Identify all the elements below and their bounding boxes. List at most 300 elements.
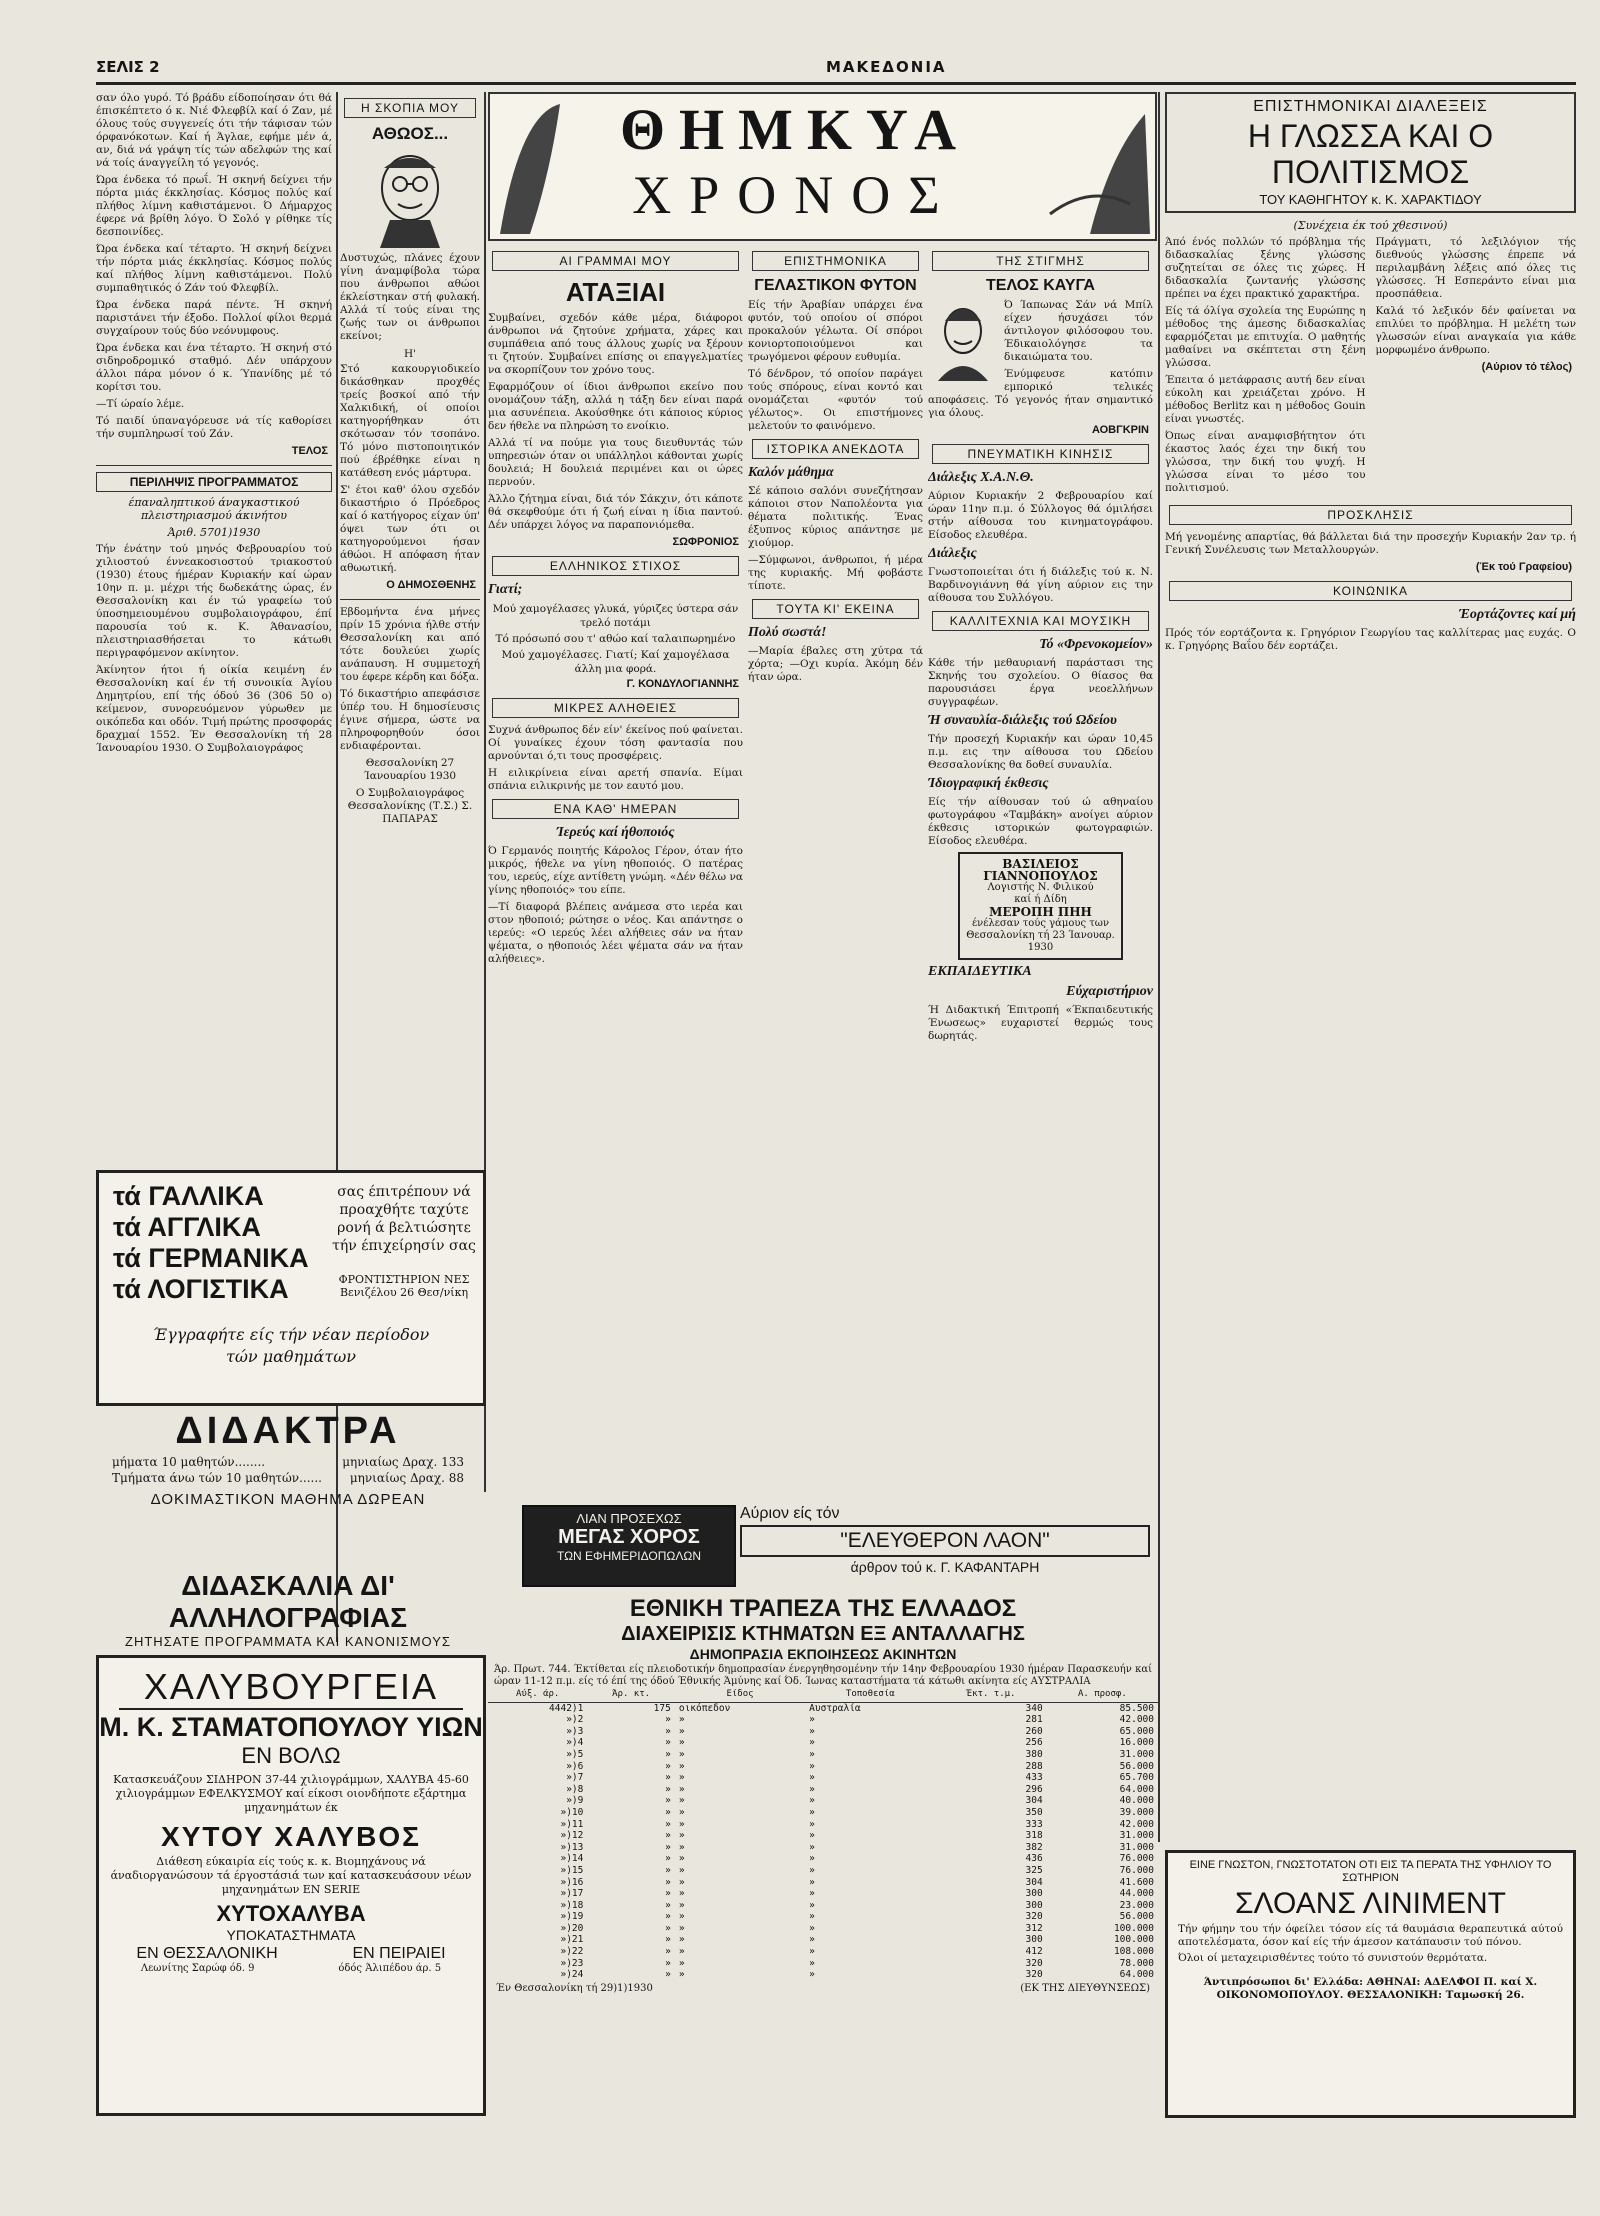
ad-representatives: Άντιπρόσωποι δι' Ελλάδα: ΑΘΗΝΑΙ: ΑΔΕΛΦΟΙ Π. καί Χ. ΟΙΚΟΝΟΜΟΠΟΥΛΟΥ. ΘΕΣΣΑΛΟΝΙΚΗ: Ταμωσκή 26. <box>1203 1975 1538 2001</box>
column-5 <box>928 245 1153 1495</box>
table-cell: » <box>678 1795 685 1807</box>
table-cell: » <box>809 1911 815 1923</box>
column-3 <box>488 245 743 1495</box>
page-header <box>96 56 1576 85</box>
table-cell: 288 <box>1025 1760 1043 1772</box>
notice-intro: Άρ. Πρωτ. 744. Έκτίθεται είς πλειοδοτικήν δημοπρασίαν ένεργηθησομένην τήν 14ην Φεβρουαρίου 1930 ήμέραν Παρασκευήν καί ώραν 11-12 π.μ. είς τό έπί της όδού Έθνικής Άμύνης καί Όδ. Ίωνας καταστήματα τά κάτωθι ακίνητα είς ΑΥΣΤΡΑΛΙΑ <box>494 1664 1152 1687</box>
table-cell: 65.000 <box>1119 1725 1154 1737</box>
article-signature: ΑΟΒΓΚΡΙΝ <box>1091 424 1149 436</box>
ad-registration: Έγγραφήτε είς τήν νέαν περίοδον <box>152 1325 430 1344</box>
table-cell: 175 <box>653 1702 671 1714</box>
table-row <box>488 1749 1158 1761</box>
branch-city: ΕΝ ΘΕΣΣΑΛΟΝΙΚΗ <box>136 1945 278 1962</box>
table-cell: » <box>809 1818 815 1830</box>
column-header: Αύξ. άρ. <box>488 1688 587 1702</box>
table-cell: 304 <box>1025 1795 1043 1807</box>
article-title: Ή συναυλία-διάλεξις τού Ωδείου <box>928 713 1117 728</box>
article-text: Σ' έτοι καθ' όλου σχεδόν δικαστήριο ό Πρόεδρος καί ό κατήγορος είχαν ύπ' όψει των ότι οι κατηγορούμενοι ήσαν άθώοι. Η απόφαση ήταν αθωωτική. <box>340 484 480 574</box>
table-cell: »)16 <box>560 1876 584 1888</box>
table-row <box>488 1877 1158 1889</box>
table-cell: »)15 <box>560 1864 584 1876</box>
table-cell: » <box>809 1934 815 1946</box>
branch-address: όδός Άλιπέδου άρ. 5 <box>338 1963 442 1974</box>
article-title: ΤΕΛΟΣ ΚΑΥΓΑ <box>986 277 1095 294</box>
column-1 <box>96 92 332 1162</box>
ad-text: Κατασκευάζουν ΣΙΔΗΡΟΝ 37-44 χιλιογράμμων, ΧΑΛΥΒΑ 45-60 χιλιογράμμων ΕΦΕΛΚΥΣΜΟΥ καί είκοσι οιονδήποτε εξάρτημα μηχανημάτων έκ <box>113 1773 469 1814</box>
article-signature: ΣΩΦΡΟΝΙΟΣ <box>672 536 739 548</box>
table-cell: 304 <box>1025 1876 1043 1888</box>
section-marker: Η' <box>403 348 417 360</box>
branch-city: ΕΝ ΠΕΙΡΑΙΕΙ <box>352 1945 446 1962</box>
notice-footer <box>488 1981 1158 1996</box>
table-cell: 436 <box>1025 1853 1043 1865</box>
table-cell: 380 <box>1025 1748 1043 1760</box>
section-heading: ΜΙΚΡΕΣ ΑΛΗΘΕΙΕΣ <box>492 698 739 718</box>
table-cell: » <box>809 1795 815 1807</box>
article-text: —Μαρία έβαλες στη χύτρα τά χόρτα; —Οχι κυρία. Άκόμη δέν ήταν ώρα. <box>748 645 923 683</box>
table-row <box>488 1888 1158 1900</box>
poem-line: Τό πρόσωπό σου τ' αθώο καί ταλαιπωρημένο <box>495 633 736 645</box>
free-lesson-note: ΔΟΚΙΜΑΣΤΙΚΟΝ ΜΑΘΗΜΑ ΔΩΡΕΑΝ <box>150 1491 426 1508</box>
caricature-illustration <box>370 148 450 248</box>
table-row <box>488 1865 1158 1877</box>
ad-title: ΔΙΔΑΚΤΡΑ <box>175 1410 401 1452</box>
table-cell: » <box>809 1783 815 1795</box>
lecture-body <box>1165 236 1576 499</box>
article-text: Ό Ίαπωνας Σάν νά Μπίλ είχεν ήσυχάσει τόν άντιλογον φιλόσοφου του. Έδικαιολόγησε τα δικαιώματα του. <box>1004 299 1153 363</box>
article-text: Συμβαίνει, σχεδόν κάθε μέρα, διάφοροι άνθρωποι νά ζητούνε χρήματα, χάρες και συμπάθεια από τους άλλους χωρίς να ξέρουν τι ζητούν. Συμβαίνει επίσης οι επαγγελματίες να σκορπίζουν τον χρόνο τους. <box>488 312 743 376</box>
ad-product: ΧΥΤΟΧΑΛΥΒΑ <box>216 1901 366 1926</box>
article-text: Ώρα ένδεκα τό πρωΐ. Ή σκηνή δείχνει τήν πόρτα μιάς έκκλησίας. Κόσμος πολύς καί πλήθος λίμνη καθιστάμενοι. Ό Δήμαρχος έφερε νά βρίθη λόγο. Ό Σολό γ ρίθηκε τίς δεσποινίδες. <box>96 174 332 238</box>
table-cell: »)11 <box>560 1818 584 1830</box>
table-cell: »)6 <box>566 1760 584 1772</box>
notice-subtitle: έπαναληπτικού άναγκαστικού πλειστηριασμού άκινήτου <box>128 496 300 522</box>
article-text: Τό παιδί ύπαναγόρευσε νά τίς καθορίσει τήν συμπληρωσί τού Ζάν. <box>96 415 332 440</box>
table-cell: »)9 <box>566 1795 584 1807</box>
ad-address: ΦΡΟΝΤΙΣΤΗΡΙΟΝ ΝΕΣ Βενιζέλου 26 Θεσ/νίκη <box>338 1273 470 1299</box>
table-cell: » <box>665 1946 671 1958</box>
language-item: τά ΓΕΡΜΑΝΙΚΑ <box>113 1243 309 1273</box>
ad-slogan: σας έπιτρέπουν νά προαχθήτε ταχύτε ρονή ά βελτιώσητε τήν έπιχείρησίν σας <box>332 1184 476 1254</box>
article-text: Στό κακουργιοδικείο δικάσθηκαν προχθές τρείς βοσκοί από τήν Χαλκιδική, οί οποίοι κατηγορήθηκαν ότι σκότωσαν τόν τσοπάνο. Τό μόνο πιστοποιητικόν πού έβρέθηκε είναι η κατάθεση ενός μάρτυρα. <box>340 363 480 479</box>
poem-line: Μού χαμογέλασες. Γιατί; Καί χαμογέλασα άλλη μια φορά. <box>501 649 730 675</box>
fee-value: μηνιαίως Δραχ. 88 <box>349 1471 464 1485</box>
banner-title-bottom: ΧΡΟΝΟΣ <box>632 165 958 225</box>
tuition-ad <box>96 1410 480 1560</box>
table-cell: 76.000 <box>1119 1853 1154 1865</box>
continuation-note: (Συνέχεια έκ τού χθεσινού) <box>1293 219 1448 232</box>
table-cell: 318 <box>1025 1830 1043 1842</box>
table-cell: 76.000 <box>1119 1864 1154 1876</box>
table-cell: 281 <box>1025 1714 1043 1726</box>
table-cell: » <box>809 1841 815 1853</box>
section-heading: ΑΙ ΓΡΑΜΜΑΙ ΜΟΥ <box>492 251 739 271</box>
table-row <box>488 1830 1158 1842</box>
section-heading: ΤΗΣ ΣΤΙΓΜΗΣ <box>932 251 1149 271</box>
table-cell: » <box>678 1760 685 1772</box>
table-cell: » <box>809 1922 815 1934</box>
table-cell: » <box>809 1876 815 1888</box>
table-cell: »)2 <box>566 1714 584 1726</box>
section-heading: ΕΝΑ ΚΑΘ' ΗΜΕΡΑΝ <box>492 799 739 819</box>
table-cell: » <box>665 1748 671 1760</box>
table-cell: 312 <box>1025 1922 1043 1934</box>
article-text: Είς τήν Άραβίαν υπάρχει ένα φυτόν, τού οποίου οί σπόροι προκαλούν γέλωτα. Οί σπόροι κονιορτοποιούμενοι και τρωγόμενοι φέρουν ευθυμία. <box>748 299 923 363</box>
section-heading: ΕΚΠΑΙΔΕΥΤΙΚΑ <box>928 964 1032 979</box>
article-title: ΑΘΩΟΣ... <box>371 124 449 143</box>
poem-line: Μού χαμογέλασες γλυκά, γύριζες ύστερα σάν τρελό ποτάμι <box>492 603 739 629</box>
notice-title: ΕΘΝΙΚΗ ΤΡΑΠΕΖΑ ΤΗΣ ΕΛΛΑΔΟΣ <box>629 1595 1017 1622</box>
table-cell: » <box>809 1957 815 1969</box>
table-cell: 56.000 <box>1119 1911 1154 1923</box>
article-text: Ώρα ένδεκα καί τέταρτο. Ή σκηνή δείχνει τήν πόρτα μιάς έκκλησίας. Κόσμος πολύς καί πλήθος λίμνη καθιστάμενοι. Πολύ συμπαθητικός ό Ζάν τού Φλεφβίλ. <box>96 243 332 294</box>
article-text: Είς τήν αίθουσαν τού ώ αθηναίου φωτογράφου «Ταμβάκη» ανοίγει αύριον έκθεσις ιστορικών φωτογραφιών. Είσοδος ελευθέρα. <box>928 796 1153 847</box>
ad-subtitle: ΖΗΤΗΣΑΤΕ ΠΡΟΓΡΑΜΜΑΤΑ ΚΑΙ ΚΑΝΟΝΙΣΜΟΥΣ <box>125 1634 451 1649</box>
article-text: Άκίνητον ήτοι ή οίκία κειμένη έν Θεσσαλονίκη καί έν τή συνοικία Άγίου Δημητρίου, επί τής όδού 36 (306 50 ο) κείμενον, συνορευόμενον γύρωθεν με οικόπεδα και οδόν. Τιμή πρώτης προσφοράς δραχμαί 1552. Έν Θεσσαλονίκη τή 28 Ίανουαρίου 1930. Ο Συμβολαιογράφος <box>96 664 332 754</box>
table-row <box>488 1819 1158 1831</box>
branch-addresses <box>99 1963 483 1974</box>
lecture-column-right <box>1376 236 1577 499</box>
article-text: Εβδομήντα ένα μήνες πρίν 15 χρόνια ήλθε στήν Θεσσαλονίκη και από τότε δουλεύει χωρίς ανάπαυση. Η συμμετοχή του έφερε κέρδη και δόξα. <box>340 606 480 683</box>
table-cell: » <box>809 1864 815 1876</box>
table-row <box>488 1969 1158 1981</box>
table-row <box>488 1958 1158 1970</box>
article-text: Έπειτα ό μετάφρασις αυτή δεν είναι εύκολη και χρειάζεται χρόνο. Η μέθοδος Berlitz και η μέθοδος Gouin είναι γνωστές. <box>1165 374 1366 425</box>
article-text: —Τί ώραίο λέμε. <box>96 398 185 410</box>
table-body <box>488 1702 1158 1981</box>
table-row <box>488 1911 1158 1923</box>
table-cell: » <box>809 1853 815 1865</box>
article-text: σαν όλο γυρό. Τό βράδυ είδοποίησαν ότι θά έπισκέπτετο ό κ. Νιέ Φλεφβίλ καί ό Ζαν, μέ όλους τούς συγγενείς ότι τήν τάφισαν τών όρφανόκοτων. Καί ή Άγλαε, εφήμε μέν ά, αν, διά νά γράψη τίς τών αδελφών της καί νά τοίς άναγγείλη τό γεγονός. <box>96 92 332 169</box>
table-cell: » <box>678 1899 685 1911</box>
divider <box>340 599 480 600</box>
table-cell: 300 <box>1025 1899 1043 1911</box>
ad-text: Τήν φήμην του τήν όφείλει τόσον είς τά θαυμάσια θεραπευτικά αύτού αποτελέσματα, όσον καί είς τήν άμεσον κατάπαυσιν τού πόνου. <box>1178 1923 1563 1948</box>
column-header: Α. προσφ. <box>1047 1688 1158 1702</box>
article-title: Τό «Φρενοκομείον» <box>1039 637 1153 652</box>
lecture-title: Η ΓΛΩΣΣΑ ΚΑΙ Ο ΠΟΛΙΤΙΣΜΟΣ <box>1247 118 1494 190</box>
article-text: Κάθε τήν μεθαυριανή παράστασι της Σκηνής του σχολείου. Ο θίασος θα παρουσιάσει έργα νεοελλήνων συγγραφέων. <box>928 657 1153 708</box>
table-cell: 260 <box>1025 1725 1043 1737</box>
notice-subtitle: ΔΙΑΧΕΙΡΙΣΙΣ ΚΤΗΜΑΤΩΝ ΕΞ ΑΝΤΑΛΛΑΓΗΣ <box>621 1623 1025 1645</box>
ad-company: Μ. Κ. ΣΤΑΜΑΤΟΠΟΥΛΟΥ ΥΙΩΝ <box>99 1712 483 1742</box>
article-text: Ένύμφευσε κατόπιν εμπορικό τελικές αποφάσεις. Τό γεγονός ήταν σημαντικό για όλους. <box>928 368 1153 419</box>
article-text: Αύριον Κυριακήν 2 Φεβρουαρίου καί ώραν 11ην π.μ. ό Σύλλογος θά όμιλήσει στήν αίθουσα του κινηματογράφου. Είσοδος ελευθέρα. <box>928 490 1153 541</box>
table-cell: »)8 <box>566 1783 584 1795</box>
article-text: Ό Γερμανός ποιητής Κάρολος Γέρον, όταν ήτο μικρός, ήθελε να γίνη ηθοποιός. Ο πατέρας του, ιερεύς, είχε αντίθετη γνώμη. «Δέν θέλω να γίνης ηθοποιός» του είπε. <box>488 845 743 896</box>
table-cell: » <box>809 1969 815 1981</box>
property-table <box>488 1688 1158 1981</box>
notice-name: ΜΕΡΟΠΗ ΠΗΗ <box>989 905 1092 919</box>
fee-row <box>96 1471 480 1485</box>
table-cell: » <box>809 1748 815 1760</box>
notice-date: Θεσσαλονίκη 27 Ίανουαρίου 1930 <box>363 757 457 782</box>
article-title: Διάλεξις <box>928 546 977 561</box>
article-text: Δυστυχώς, πλάνες έχουν γίνη άναμφίβολα τώρα που άνθρωποι αθώοι έκλείστηκαν στή φυλακή. Αλλά τί τούς είναι της ζωής των οι άνθρωποι εκείνοι; <box>340 252 480 342</box>
table-cell: » <box>678 1841 685 1853</box>
poem-title: Γιατί; <box>488 582 523 597</box>
article-text: Σέ κάποιο σαλόνι συνεζήτησαν κάποιοι στον Ναπολέοντα για θέματα πολιτικής. Ένας έξυπνος κύριος απάντησε με χιούμορ. <box>748 485 923 549</box>
table-cell: 412 <box>1025 1946 1043 1958</box>
table-cell: »)18 <box>560 1899 584 1911</box>
ad-text: Όλοι οί μεταχειρισθέντες τούτο τό συνιστούν θερμότατα. <box>1178 1952 1488 1964</box>
table-row <box>488 1795 1158 1807</box>
notice-date: Θεσσαλονίκη τή 23 Ίανουαρ. 1930 <box>966 930 1115 953</box>
section-heading: ΚΟΙΝΩΝΙΚΑ <box>1169 581 1572 601</box>
table-cell: »)4 <box>566 1737 584 1749</box>
table-cell: » <box>665 1922 671 1934</box>
newspaper-ad <box>740 1505 1150 1583</box>
table-cell: » <box>678 1969 685 1981</box>
article-title: Διάλεξις Χ.Α.Ν.Θ. <box>928 470 1034 485</box>
table-cell: » <box>665 1853 671 1865</box>
article-title: Καλόν μάθημα <box>748 465 834 480</box>
language-item: τά ΛΟΓΙΣΤΙΚΑ <box>113 1274 289 1304</box>
table-cell: » <box>665 1899 671 1911</box>
table-row <box>488 1923 1158 1935</box>
section-heading: ΕΠΙΣΤΗΜΟΝΙΚΑ <box>752 251 919 271</box>
steelworks-ad <box>96 1655 486 2116</box>
ad-product: ΧΥΤΟΥ ΧΑΛΥΒΟΣ <box>161 1821 421 1852</box>
notice-heading: ΔΗΜΟΠΡΑΣΙΑ ΕΚΠΟΙΗΣΕΩΣ ΑΚΙΝΗΤΩΝ <box>689 1646 957 1662</box>
language-list <box>113 1181 309 1305</box>
fee-label: Τμήματα άνω τών 10 μαθητών...... <box>112 1471 322 1485</box>
table-cell: »)23 <box>560 1957 584 1969</box>
language-item: τά ΓΑΛΛΙΚΑ <box>113 1181 264 1211</box>
chronos-banner <box>488 92 1157 241</box>
table-cell: » <box>665 1760 671 1772</box>
ad-title: "ΕΛΕΥΘΕΡΟΝ ΛΑΟΝ" <box>740 1525 1150 1557</box>
table-cell: 39.000 <box>1119 1806 1154 1818</box>
table-cell: » <box>678 1806 685 1818</box>
table-row <box>488 1842 1158 1854</box>
notice-line: Λογιστής Ν. Φιλικού <box>987 882 1094 893</box>
table-cell: »)10 <box>560 1806 584 1818</box>
table-cell: »)13 <box>560 1841 584 1853</box>
article-text: Αλλά τί να πούμε για τους διευθυντάς τών υπηρεσιών όταν οι υπάλληλοι κάθονται χωρίς δουλειά; Η δουλειά περιμένει και οι ώρες περνούν. <box>488 437 743 488</box>
notice-name: ΒΑΣΙΛΕΙΟΣ ΓΙΑΝΝΟΠΟΥΛΟΣ <box>983 857 1098 883</box>
table-cell: 300 <box>1025 1934 1043 1946</box>
lecture-series-title: ΕΠΙΣΤΗΜΟΝΙΚΑΙ ΔΙΑΛΕΞΕΙΣ <box>1253 98 1488 115</box>
table-cell: » <box>678 1783 685 1795</box>
table-cell: » <box>665 1806 671 1818</box>
table-cell: 100.000 <box>1113 1934 1154 1946</box>
article-text: Ώρα ένδεκα και ένα τέταρτο. Ή σκηνή στό σιδηροδρομικό σταθμό. Δέν υπάρχουν άλλοι πάρα μόνον ό κ. Ύπανίδης μέ τό κορίτσι του. <box>96 342 332 393</box>
article-text: Τό δικαστήριο απεφάσισε ύπέρ του. Η δημοσίευσις έγινε σήμερα, ώστε να πληροφορηθούν όσοι ενδιαφέρονται. <box>340 688 480 752</box>
fee-value: μηνιαίως Δραχ. 133 <box>342 1455 464 1469</box>
table-cell: » <box>665 1876 671 1888</box>
table-cell: » <box>809 1899 815 1911</box>
table-cell: »)19 <box>560 1911 584 1923</box>
table-cell: 300 <box>1025 1888 1043 1900</box>
table-cell: » <box>678 1934 685 1946</box>
article-signature: Ο ΔΗΜΟΣΘΕΝΗΣ <box>386 579 476 591</box>
table-cell: »)3 <box>566 1725 584 1737</box>
article-text: Άλλο ζήτημα είναι, διά τόν Σάκχιν, ότι κάποτε θά σκεφθούμε ότι ή ζωή είναι η ίδια παντού. Δέν υπάρχει λόγος να παραπονιόμεθα. <box>488 493 743 531</box>
table-cell: » <box>678 1725 685 1737</box>
table-cell: »)22 <box>560 1946 584 1958</box>
table-cell: » <box>665 1911 671 1923</box>
table-cell: » <box>665 1783 671 1795</box>
table-cell: 256 <box>1025 1737 1043 1749</box>
section-heading: Η ΣΚΟΠΙΑ ΜΟΥ <box>344 98 476 118</box>
article-signature: Ο Συμβολαιογράφος Θεσσαλονίκης (Τ.Σ.) Σ. ΠΑΠΑΡΑΣ <box>347 787 473 825</box>
table-cell: » <box>809 1714 815 1726</box>
table-cell: » <box>678 1772 685 1784</box>
table-cell: » <box>678 1748 685 1760</box>
table-cell: 65.700 <box>1119 1772 1154 1784</box>
table-cell: » <box>809 1737 815 1749</box>
table-cell: » <box>809 1760 815 1772</box>
column-2 <box>340 92 480 1162</box>
lecture-header-box <box>1165 92 1576 213</box>
table-cell: » <box>665 1725 671 1737</box>
section-heading: ΠΕΡΙΛΗΨΙΣ ΠΡΟΓΡΑΜΜΑΤΟΣ <box>96 472 332 492</box>
table-cell: »)5 <box>566 1748 584 1760</box>
section-heading: ΠΝΕΥΜΑΤΙΚΗ ΚΙΝΗΣΙΣ <box>932 444 1149 464</box>
table-row <box>488 1737 1158 1749</box>
ad-title: ΜΕΓΑΣ ΧΟΡΟΣ <box>558 1526 700 1548</box>
table-cell: 320 <box>1025 1911 1043 1923</box>
sloans-liniment-ad <box>1165 1850 1576 2118</box>
wedding-notice <box>958 852 1123 960</box>
table-cell: » <box>665 1737 671 1749</box>
table-cell: » <box>678 1737 685 1749</box>
table-cell: 340 <box>1025 1702 1043 1714</box>
language-item: τά ΑΓΓΛΙΚΑ <box>113 1212 261 1242</box>
banner-title-top: ΘΗΜΚΥΑ <box>619 97 971 162</box>
article-title: Πολύ σωστά! <box>748 625 827 640</box>
table-row <box>488 1900 1158 1912</box>
table-cell: 23.000 <box>1119 1899 1154 1911</box>
table-row <box>488 1702 1158 1714</box>
column-divider <box>1158 92 1160 1842</box>
table-cell: » <box>678 1714 685 1726</box>
table-cell: 108.000 <box>1113 1946 1154 1958</box>
article-title: ΑΤΑΞΙΑΙ <box>565 277 666 307</box>
table-cell: » <box>809 1830 815 1842</box>
table-header-row <box>488 1688 1158 1702</box>
ad-kicker: ΕΙΝΕ ΓΝΩΣΤΟΝ, ΓΝΩΣΤΟΤΑΤΟΝ ΟΤΙ ΕΙΣ ΤΑ ΠΕΡΑΤΑ ΤΗΣ ΥΦΗΛΙΟΥ ΤΟ ΣΩΤΗΡΙΟΝ <box>1189 1859 1552 1884</box>
table-cell: » <box>665 1841 671 1853</box>
ad-subtitle: άρθρον τού κ. Γ. ΚΑΦΑΝΤΑΡΗ <box>850 1559 1040 1575</box>
table-row <box>488 1934 1158 1946</box>
table-cell: 382 <box>1025 1841 1043 1853</box>
ad-kicker: Αύριον είς τόν <box>740 1505 840 1522</box>
ad-location: ΕΝ ΒΟΛΩ <box>241 1743 341 1768</box>
table-cell: 100.000 <box>1113 1922 1154 1934</box>
table-cell: 16.000 <box>1119 1737 1154 1749</box>
article-text: Τό δένδρον, τό οποίον παράγει τούς σπόρους, είναι κοντό και ονομάζεται «φυτόν τού γέλωτος». Οι επιστήμονες μελετούν το φαινόμενο. <box>748 368 923 432</box>
section-heading: ΠΡΟΣΚΛΗΣΙΣ <box>1169 505 1572 525</box>
notice-number: Άριθ. 5701)1930 <box>167 526 261 539</box>
table-cell: » <box>678 1876 685 1888</box>
table-cell: 433 <box>1025 1772 1043 1784</box>
table-row <box>488 1772 1158 1784</box>
section-heading: ΚΑΛΛΙΤΕΧΝΙΑ ΚΑΙ ΜΟΥΣΙΚΗ <box>932 611 1149 631</box>
newspaper-name: ΜΑΚΕΔΟΝΙΑ <box>826 58 947 76</box>
table-cell: » <box>665 1772 671 1784</box>
table-cell: 320 <box>1025 1969 1043 1981</box>
table-cell: » <box>665 1795 671 1807</box>
article-title: Έορτάζοντες καί μή <box>1459 607 1576 622</box>
table-cell: » <box>665 1888 671 1900</box>
table-cell: »)20 <box>560 1922 584 1934</box>
table-cell: 85.500 <box>1119 1702 1154 1714</box>
table-row <box>488 1946 1158 1958</box>
continuation-note: (Αύριον τό τέλος) <box>1481 361 1572 373</box>
dance-ad <box>522 1505 736 1587</box>
branch-address: Λεωνίτης Σαρώφ όδ. 9 <box>140 1963 255 1974</box>
notice-line: καί ή Δίδη <box>1014 894 1067 905</box>
table-cell: » <box>809 1806 815 1818</box>
column-6 <box>1165 92 1576 1842</box>
article-text: —Σύμφωνοι, άνθρωποι, ή μέρα της κυριακής. Μή φοβάστε τίποτε. <box>748 554 923 592</box>
table-cell: » <box>678 1946 685 1958</box>
article-text: Εφαρμόζουν οί ίδιοι άνθρωποι εκείνο που ονομάζουν τάξη, αλλά η τάξη δεν είναι παρά μια ασυνέπεια. Ακούσθηκε ότι κάποιος κύριος δεν ήθελε να πληρώση το ενοίκιο. <box>488 381 743 432</box>
fee-label: μήματα 10 μαθητών........ <box>112 1455 266 1469</box>
table-cell: »)17 <box>560 1888 584 1900</box>
article-text: Ώρα ένδεκα παρά πέντε. Ή σκηνή παριστάνει τήν έξοδο. Πολλοί φίλοι θερμά συγχαίρουν τούς δύο νεόνυμφους. <box>96 299 332 337</box>
table-cell: »)24 <box>560 1969 584 1981</box>
article-title: Ίερεύς καί ήθοποιός <box>556 825 675 840</box>
table-cell: 64.000 <box>1119 1783 1154 1795</box>
ad-title: ΣΛΟΑΝΣ ΛΙΝΙΜΕΝΤ <box>1234 1887 1506 1920</box>
article-text: Ή Διδακτική Έπιτροπή «Έκπαιδευτικής Ένωσεως» ευχαριστεί θερμώς τους δωρητάς. <box>928 1004 1153 1042</box>
table-cell: 31.000 <box>1119 1748 1154 1760</box>
ad-registration: τών μαθημάτων <box>226 1347 356 1366</box>
ad-title: ΧΑΛΥΒΟΥΡΓΕΙΑ <box>119 1666 463 1710</box>
table-cell: 42.000 <box>1119 1818 1154 1830</box>
table-row <box>488 1761 1158 1773</box>
table-cell: 333 <box>1025 1818 1043 1830</box>
ad-text: Διάθεση εύκαιρία είς τούς κ. κ. Βιομηχάνους νά άναδιοργανώσουν τά έργοστάσιά των καί κατασκευάσουν νέων μηχανημάτων ΕΝ SERIE <box>110 1855 472 1896</box>
article-text: Μή γενομένης απαρτίας, θά βάλλεται διά την προσεχήν Κυριακήν 2αν τρ. ή Γενική Συνέλευσις των Μεταλλουργών. <box>1165 531 1576 556</box>
table-cell: 64.000 <box>1119 1969 1154 1981</box>
section-heading: ΤΟΥΤΑ ΚΙ' ΕΚΕΙΝΑ <box>752 599 919 619</box>
article-text: Είς τά όλίγα σχολεία της Ευρώπης η μέθοδος της άμεσης διδασκαλίας εφαρμόζεται με επιτυχία. Ο μαθητής μαθαίνει να σκέπτεται στη ξένη γλώσσα. <box>1165 305 1366 369</box>
table-cell: » <box>665 1830 671 1842</box>
table-cell: » <box>665 1934 671 1946</box>
column-header: Είδος <box>675 1688 805 1702</box>
article-title: ΓΕΛΑΣΤΙΚΟΝ ΦΥΤΟΝ <box>754 277 917 294</box>
page-number: ΣΕΛΙΣ 2 <box>96 58 160 76</box>
article-text: Η ειλικρίνεια είναι αρετή σπανία. Είμαι σπάνια ειλικρινής με τον εαυτό μου. <box>488 767 743 792</box>
table-cell: » <box>678 1922 685 1934</box>
article-title: Εύχαριστήριον <box>1066 984 1153 999</box>
notice-issuer: (ΕΚ ΤΗΣ ΔΙΕΥΘΥΝΣΕΩΣ) <box>1020 1982 1150 1994</box>
column-header: Έκτ. τ.μ. <box>935 1688 1046 1702</box>
table-row <box>488 1714 1158 1726</box>
table-cell: » <box>665 1957 671 1969</box>
article-text: Γνωστοποιείται ότι ή διάλεξις τού κ. Ν. Βαρδινογιάννη θά γίνη αύριον εις την αίθουσα του Συλλόγου. <box>928 566 1153 604</box>
table-cell: » <box>678 1818 685 1830</box>
table-row <box>488 1853 1158 1865</box>
ad-subtitle: ΤΩΝ ΕΦΗΜΕΡΙΔΟΠΩΛΩΝ <box>556 1549 702 1563</box>
table-cell: » <box>665 1714 671 1726</box>
table-cell: » <box>678 1864 685 1876</box>
table-cell: 41.600 <box>1119 1876 1154 1888</box>
table-cell: » <box>809 1725 815 1737</box>
table-cell: 4442)1 <box>549 1702 584 1714</box>
table-cell: »)14 <box>560 1853 584 1865</box>
table-cell: » <box>665 1969 671 1981</box>
table-row <box>488 1807 1158 1819</box>
table-cell: 56.000 <box>1119 1760 1154 1772</box>
table-cell: » <box>665 1864 671 1876</box>
section-heading: ΕΛΛΗΝΙΚΟΣ ΣΤΙΧΟΣ <box>492 556 739 576</box>
lecture-author: ΤΟΥ ΚΑΘΗΓΗΤΟΥ κ. Κ. ΧΑΡΑΚΤΙΔΟΥ <box>1259 192 1482 207</box>
